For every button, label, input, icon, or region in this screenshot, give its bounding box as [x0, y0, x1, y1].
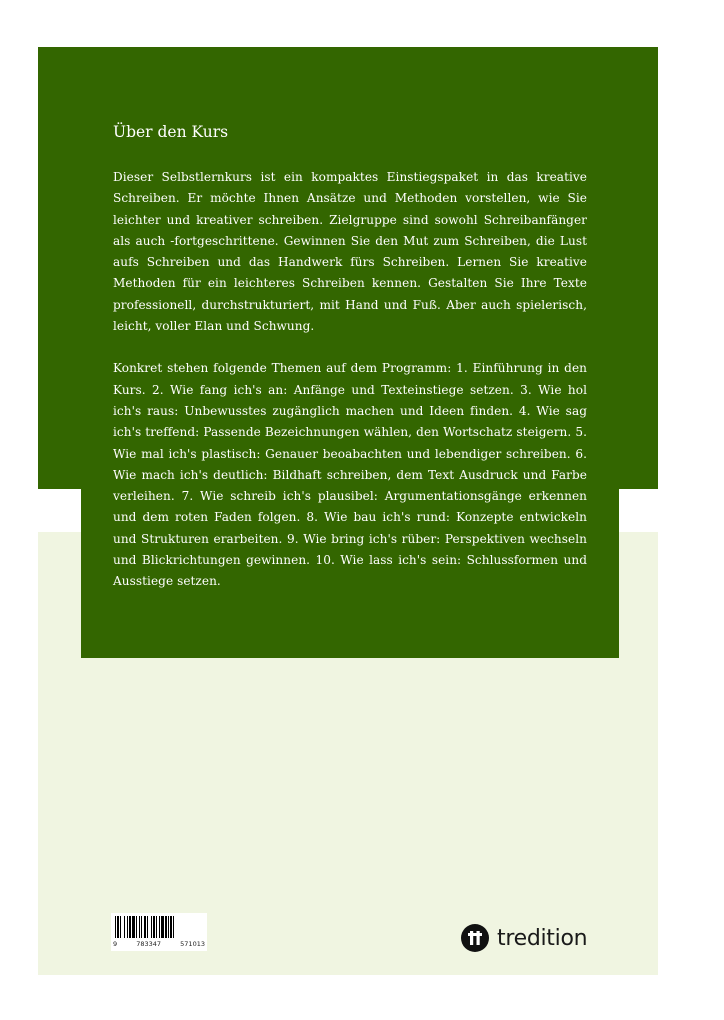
barcode-digit-lead: 9 [113, 940, 118, 948]
about-paragraph-intro: Dieser Selbstlernkurs ist ein kompaktes Einstiegspaket in das kreative Schreiben. Er möchte Ihnen Ansätze und Methoden vorstellen, wie Sie leichter und kreativer schreiben. Zielgruppe sind sowohl Schreibanfänger als auch -fortgeschrittene. Gewinnen Sie den Mut zum Schreiben, die Lust aufs Schreiben und das Handwerk fürs Schreiben. Lernen Sie kreative Methoden für ein leichteres Schreiben kennen. Gestalten Sie Ihre Texte professionell, durchstrukturiert, mit Hand und Fuß. Aber auch spielerisch, leicht, voller Elan und Schwung. [113, 170, 587, 334]
about-title: Über den Kurs [113, 123, 229, 141]
barcode-digits [113, 940, 205, 948]
publisher-logo [461, 924, 587, 952]
barcode-bars [111, 913, 207, 941]
barcode-digits-left: 783347 [136, 940, 162, 948]
about-section [113, 120, 587, 614]
publisher-name: tredition [497, 925, 588, 951]
tredition-logo-icon [461, 924, 489, 952]
about-paragraph-topics: Konkret stehen folgende Themen auf dem Programm: 1. Einführung in den Kurs. 2. Wie fang ich's an: Anfänge und Texteinstiege setzen. 3. Wie hol ich's raus: Unbewusstes zugänglich machen und Ideen finden. 4. Wie sag ich's treffend: Passende Bezeichnungen wählen, den Wortschatz steigern. 5. Wie mal ich's plastisch: Genauer beoabachten und lebendiger schreiben. 6. Wie mach ich's deutlich: Bildhaft schreiben, dem Text Ausdruck und Farbe verleihen. 7. Wie schreib ich's plausibel: Argumentationsgänge erkennen und dem roten Faden folgen. 8. Wie bau ich's rund: Konzepte entwickeln und Strukturen erarbeiten. 9. Wie bring ich's rüber: Perspektiven wechseln und Blickrichtungen gewinnen. 10. Wie lass ich's sein: Schlussformen und Ausstiege setzen. [113, 361, 587, 589]
isbn-barcode [111, 913, 207, 951]
barcode-digits-right: 571013 [180, 940, 205, 948]
